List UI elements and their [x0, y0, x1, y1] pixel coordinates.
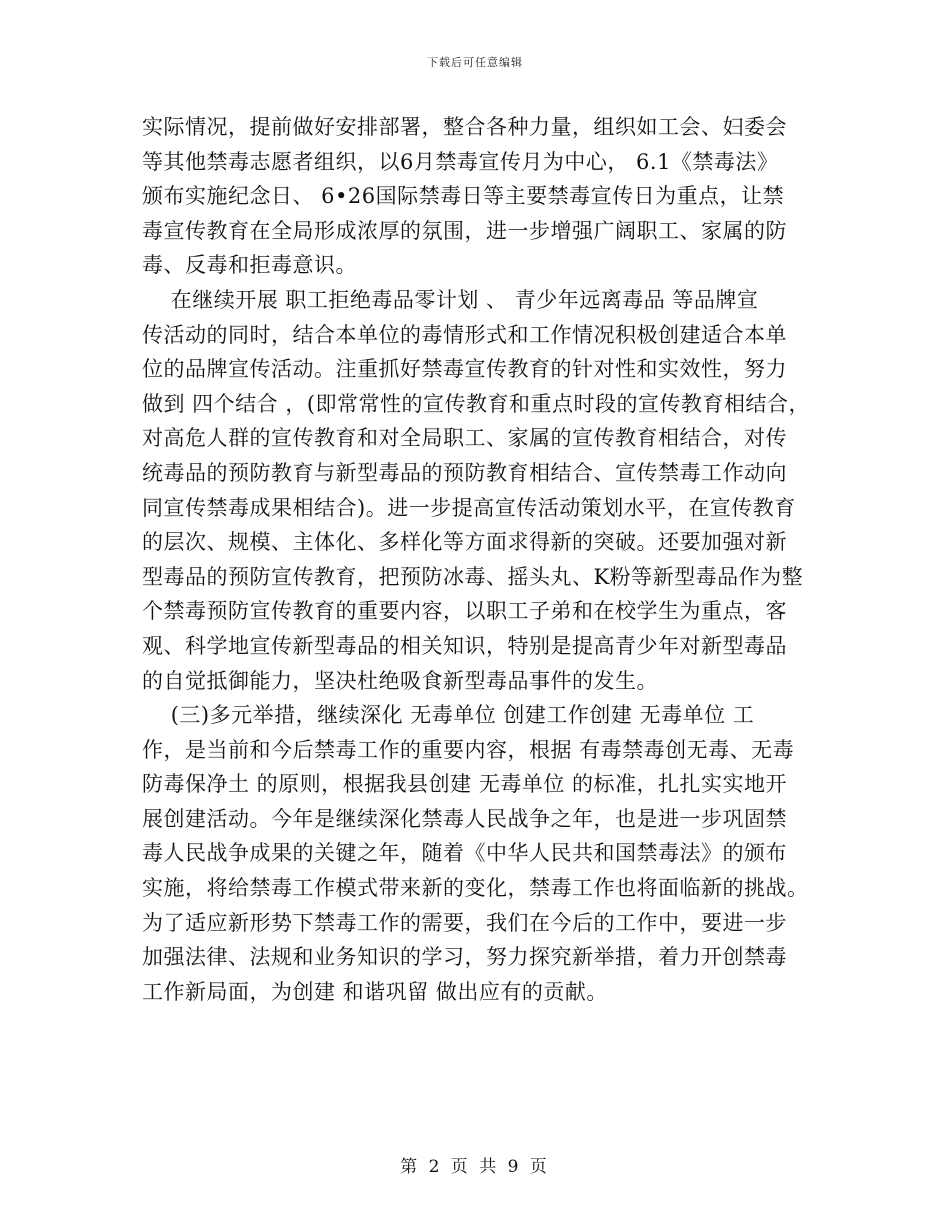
- text-line: 的自觉抵御能力，坚决杜绝吸食新型毒品事件的发生。: [142, 668, 658, 693]
- text-line: (三)多元举措，继续深化 无毒单位 创建工作创建 无毒单位 工: [142, 703, 755, 728]
- text-line: 毒宣传教育在全局形成浓厚的氛围，进一步增强广阔职工、家属的防: [142, 218, 787, 243]
- text-line: 实施，将给禁毒工作模式带来新的变化，禁毒工作也将面临新的挑战。: [142, 876, 809, 901]
- text-line: 位的品牌宣传活动。注重抓好禁毒宣传教育的针对性和实效性，努力: [142, 357, 787, 382]
- text-line: 展创建活动。今年是继续深化禁毒人民战争之年，也是进一步巩固禁: [142, 806, 787, 831]
- header-note: 下载后可任意编辑: [427, 56, 523, 69]
- text-line: 工作新局面，为创建 和谐巩留 做出应有的贡献。: [142, 979, 608, 1004]
- text-line: 型毒品的预防宣传教育，把预防冰毒、摇头丸、K粉等新型毒品作为整: [142, 564, 804, 589]
- document-body: [142, 110, 822, 1009]
- text-line: 等其他禁毒志愿者组织，以6月禁毒宣传月为中心， 6.1《禁毒法》: [142, 149, 779, 174]
- text-line: 为了适应新形势下禁毒工作的需要，我们在今后的工作中，要进一步: [142, 910, 787, 935]
- text-line: 毒、反毒和拒毒意识。: [142, 253, 357, 278]
- text-line: 毒人民战争成果的关键之年，随着《中华人民共和国禁毒法》的颁布: [142, 841, 787, 866]
- text-line: 做到 四个结合 ，(即常常性的宣传教育和重点时段的宣传教育相结合，: [142, 391, 811, 416]
- page-number-footer: 第 2 页 共 9 页: [400, 1157, 550, 1177]
- text-line: 观、科学地宣传新型毒品的相关知识，特别是提高青少年对新型毒品: [142, 633, 787, 658]
- text-line: 颁布实施纪念日、 6•26国际禁毒日等主要禁毒宣传日为重点，让禁: [142, 184, 785, 209]
- text-line: 统毒品的预防教育与新型毒品的预防教育相结合、宣传禁毒工作动向: [142, 460, 787, 485]
- text-line: 传活动的同时，结合本单位的毒情形式和工作情况积极创建适合本单: [142, 322, 787, 347]
- text-line: 作，是当前和今后禁毒工作的重要内容，根据 有毒禁毒创无毒、无毒: [142, 737, 795, 762]
- text-line: 对高危人群的宣传教育和对全局职工、家属的宣传教育相结合，对传: [142, 426, 787, 451]
- text-line: 防毒保净土 的原则，根据我县创建 无毒单位 的标准，扎扎实实地开: [142, 772, 788, 797]
- text-line: 的层次、规模、主体化、多样化等方面求得新的突破。还要加强对新: [142, 530, 787, 555]
- text-line: 在继续开展 职工拒绝毒品零计划 、 青少年远离毒品 等品牌宣: [142, 287, 759, 312]
- text-line: 同宣传禁毒成果相结合)。进一步提高宣传活动策划水平，在宣传教育: [142, 495, 796, 520]
- text-line: 加强法律、法规和业务知识的学习，努力探究新举措，着力开创禁毒: [142, 945, 787, 970]
- text-line: 实际情况，提前做好安排部署，整合各种力量，组织如工会、妇委会: [142, 115, 787, 139]
- text-line: 个禁毒预防宣传教育的重要内容，以职工子弟和在校学生为重点，客: [142, 599, 787, 624]
